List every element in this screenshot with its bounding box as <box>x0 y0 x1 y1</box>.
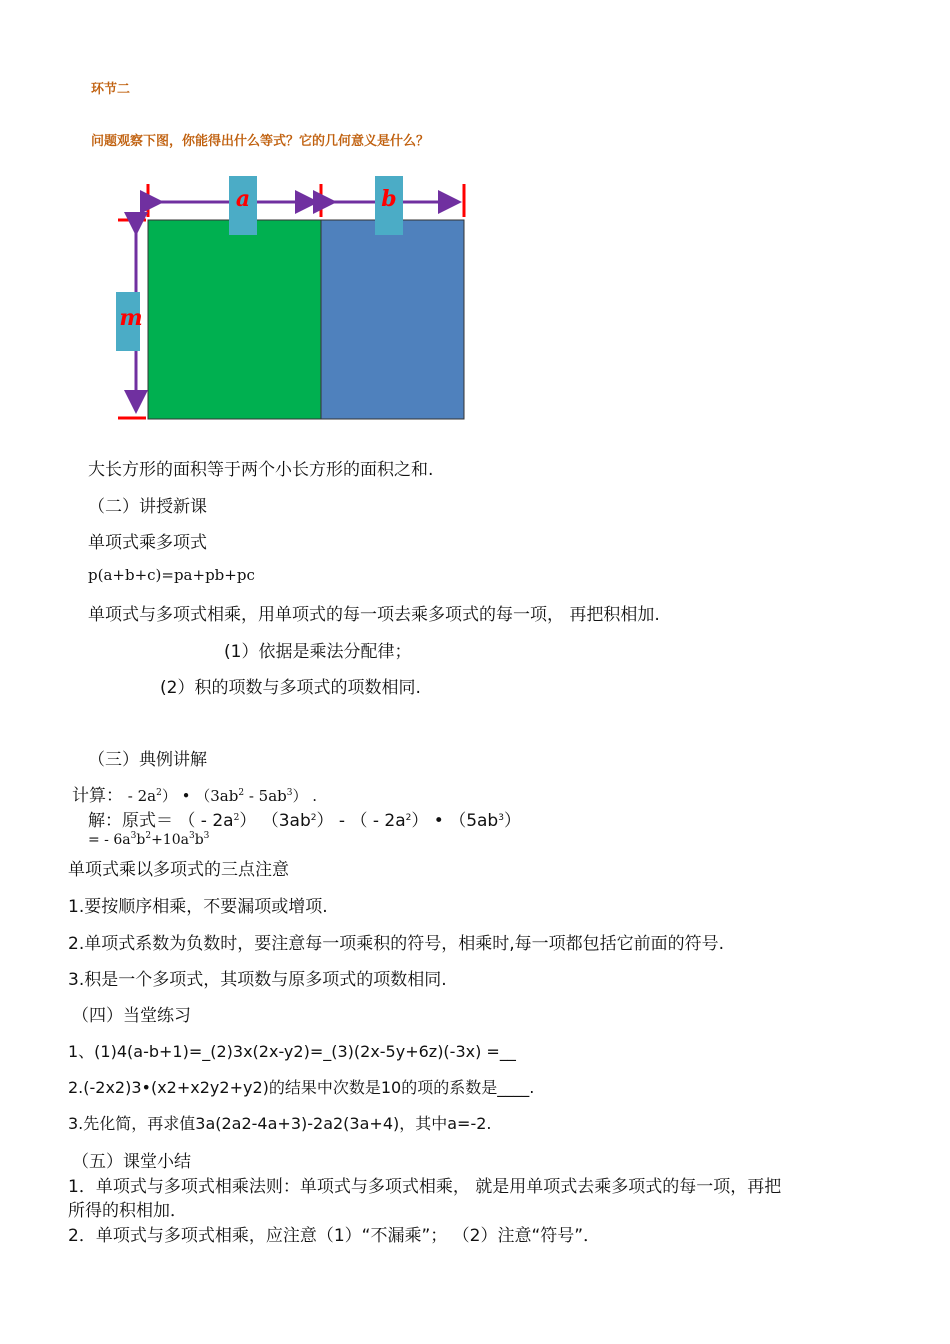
section-label: 环节二 <box>91 82 131 97</box>
label-a: a <box>235 186 251 212</box>
note-1: (1）依据是乘法分配律； <box>224 642 412 662</box>
summary-1-line-2: 所得的积相加． <box>68 1201 187 1221</box>
note-2: (2）积的项数与多项式的项数相同. <box>160 678 421 698</box>
attention-1: 1.要按顺序相乘，不要漏项或增项. <box>68 897 328 917</box>
formula: p(a+b+c)=pa+pb+pc <box>88 566 255 584</box>
example-calc: 计算： - $2a^2$） • $(3ab^2 - 5ab^3)$ . <box>72 786 318 806</box>
part2-title: （二）讲授新课 <box>88 497 207 517</box>
rule-text: 单项式与多项式相乘，用单项式的每一项去乘多项式的每一项， 再把积相加. <box>88 605 660 625</box>
example-solution: 解：原式＝ （ - $2a^2$） $(3ab^2)$ - （ - $2a^2$） • $(5ab^3)$ <box>88 811 521 831</box>
part4-title: （四）当堂练习 <box>72 1006 191 1026</box>
label-b: b <box>381 186 397 212</box>
part3-title: （三）典例讲解 <box>88 750 207 770</box>
green-rectangle <box>148 220 321 419</box>
summary-1-line-1: 1．单项式与多项式相乘法则：单项式与多项式相乘， 就是用单项式去乘多项式的每一项，再把 <box>68 1177 782 1197</box>
attention-2: 2.单项式系数为负数时，要注意每一项乘积的符号，相乘时,每一项都包括它前面的符号. <box>68 934 725 954</box>
attention-3: 3.积是一个多项式，其项数与原多项式的项数相同. <box>68 970 447 990</box>
exercise-2: 2.(-2x2)3•(x2+x2y2+y2)的结果中次数是10的项的系数是____. <box>68 1078 535 1097</box>
question-text: 问题观察下图，你能得出什么等式？它的几何意义是什么？ <box>91 134 430 149</box>
topic-title: 单项式乘多项式 <box>88 533 207 553</box>
part5-title: （五）课堂小结 <box>72 1152 191 1172</box>
attention-title: 单项式乘以多项式的三点注意 <box>68 860 289 880</box>
summary-2: 2．单项式与多项式相乘，应注意（1）“不漏乘”； （2）注意“符号”． <box>68 1226 601 1246</box>
exercise-1: 1、(1)4(a-b+1)=_(2)3x(2x-y2)=_(3)(2x-5y+6z)(-3x) =__ <box>68 1042 516 1061</box>
blue-rectangle <box>321 220 464 419</box>
example-result: = - $6a^3b^2+10a^3b^3$ <box>88 831 210 848</box>
exercise-3: 3.先化简，再求值3a(2a2-4a+3)-2a2(3a+4)，其中a=-2. <box>68 1114 492 1133</box>
conclusion-text: 大长方形的面积等于两个小长方形的面积之和. <box>88 460 434 480</box>
label-m: m <box>119 305 143 331</box>
area-diagram <box>112 170 472 430</box>
